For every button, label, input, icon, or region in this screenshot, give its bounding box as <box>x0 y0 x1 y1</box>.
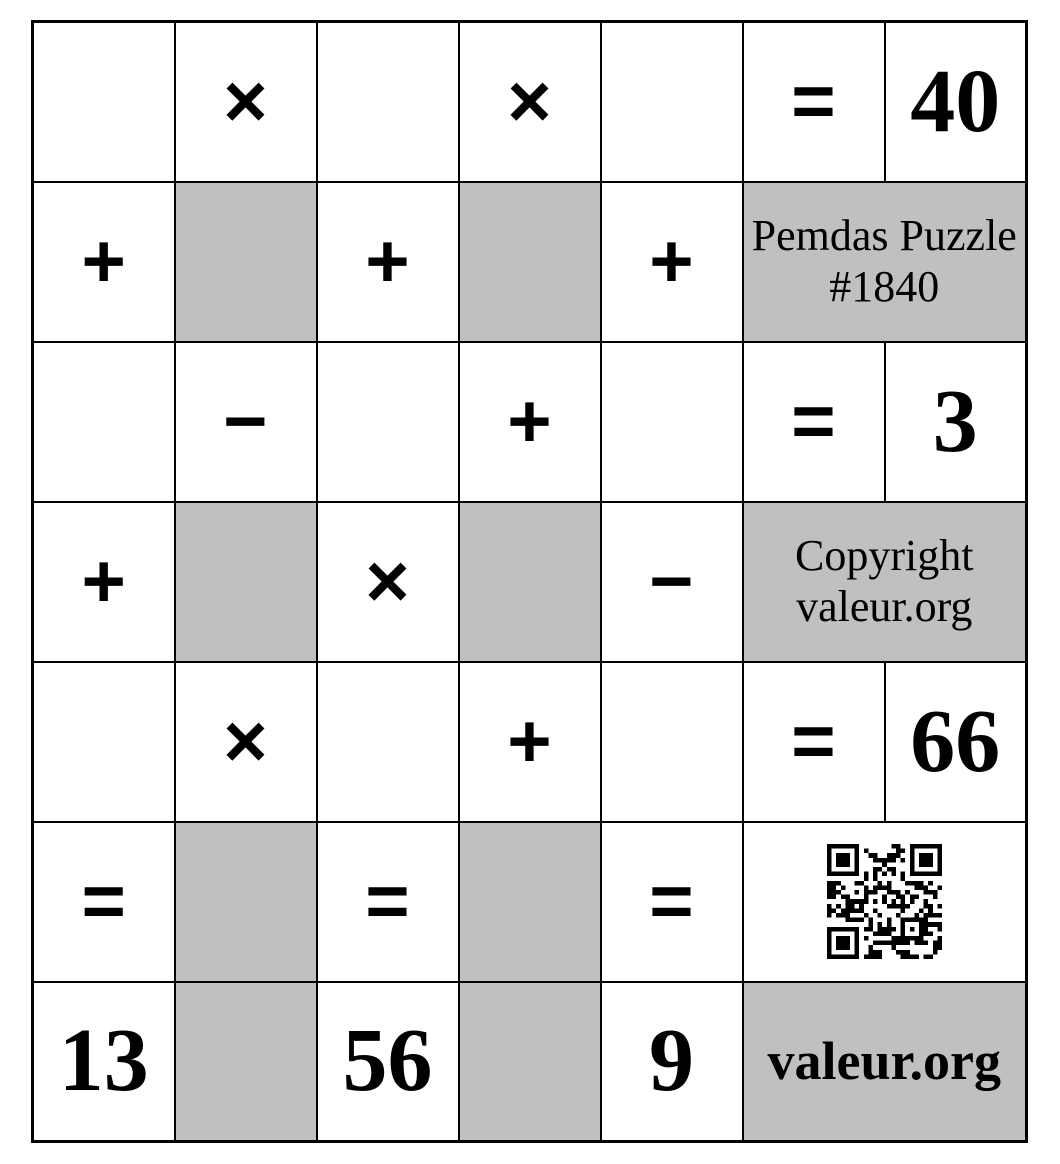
equation-row-1 <box>33 22 1027 182</box>
shaded-filler-cell <box>459 822 601 982</box>
blank-answer-cell[interactable] <box>601 342 743 502</box>
plus-operator-cell: + <box>601 182 743 342</box>
shaded-filler-cell <box>459 982 601 1142</box>
blank-answer-cell[interactable] <box>33 662 175 822</box>
equation-row-3 <box>33 662 1027 822</box>
qr-code-cell <box>743 822 1027 982</box>
puzzle-title-cell <box>743 182 1027 342</box>
plus-operator-cell: + <box>33 182 175 342</box>
puzzle-container <box>31 20 1028 1143</box>
blank-answer-cell[interactable] <box>317 342 459 502</box>
operator-row-2 <box>33 502 1027 662</box>
equals-operator-cell: = <box>743 22 885 182</box>
copyright-line2: valeur.org <box>796 581 973 631</box>
puzzle-title-line1: Pemdas Puzzle <box>751 210 1017 260</box>
qr-code-icon <box>827 843 942 960</box>
equals-operator-cell: = <box>743 662 885 822</box>
plus-operator-cell: + <box>33 502 175 662</box>
puzzle-number: #1840 <box>829 261 940 311</box>
multiply-operator-cell: × <box>175 22 317 182</box>
minus-operator-cell: − <box>601 502 743 662</box>
shaded-filler-cell <box>175 822 317 982</box>
multiply-operator-cell: × <box>459 22 601 182</box>
shaded-filler-cell <box>459 502 601 662</box>
equals-operator-cell: = <box>33 822 175 982</box>
blank-answer-cell[interactable] <box>33 22 175 182</box>
plus-operator-cell: + <box>459 342 601 502</box>
shaded-filler-cell <box>459 182 601 342</box>
operator-row-1 <box>33 182 1027 342</box>
blank-answer-cell[interactable] <box>317 662 459 822</box>
multiply-operator-cell: × <box>317 502 459 662</box>
row-result-cell: 3 <box>885 342 1027 502</box>
shaded-filler-cell <box>175 502 317 662</box>
equals-operator-cell: = <box>317 822 459 982</box>
blank-answer-cell[interactable] <box>317 22 459 182</box>
row-result-cell: 66 <box>885 662 1027 822</box>
plus-operator-cell: + <box>459 662 601 822</box>
brand-cell: valeur.org <box>743 982 1027 1142</box>
shaded-filler-cell <box>175 982 317 1142</box>
puzzle-grid <box>31 20 1028 1143</box>
copyright-cell <box>743 502 1027 662</box>
column-result-cell: 13 <box>33 982 175 1142</box>
minus-operator-cell: − <box>175 342 317 502</box>
blank-answer-cell[interactable] <box>33 342 175 502</box>
shaded-filler-cell <box>175 182 317 342</box>
column-result-cell: 9 <box>601 982 743 1142</box>
multiply-operator-cell: × <box>175 662 317 822</box>
copyright-line1: Copyright <box>795 530 974 580</box>
column-results-row <box>33 982 1027 1142</box>
equals-operator-cell: = <box>743 342 885 502</box>
plus-operator-cell: + <box>317 182 459 342</box>
row-result-cell: 40 <box>885 22 1027 182</box>
equals-operator-cell: = <box>601 822 743 982</box>
column-result-cell: 56 <box>317 982 459 1142</box>
blank-answer-cell[interactable] <box>601 662 743 822</box>
equation-row-2 <box>33 342 1027 502</box>
equals-row <box>33 822 1027 982</box>
blank-answer-cell[interactable] <box>601 22 743 182</box>
